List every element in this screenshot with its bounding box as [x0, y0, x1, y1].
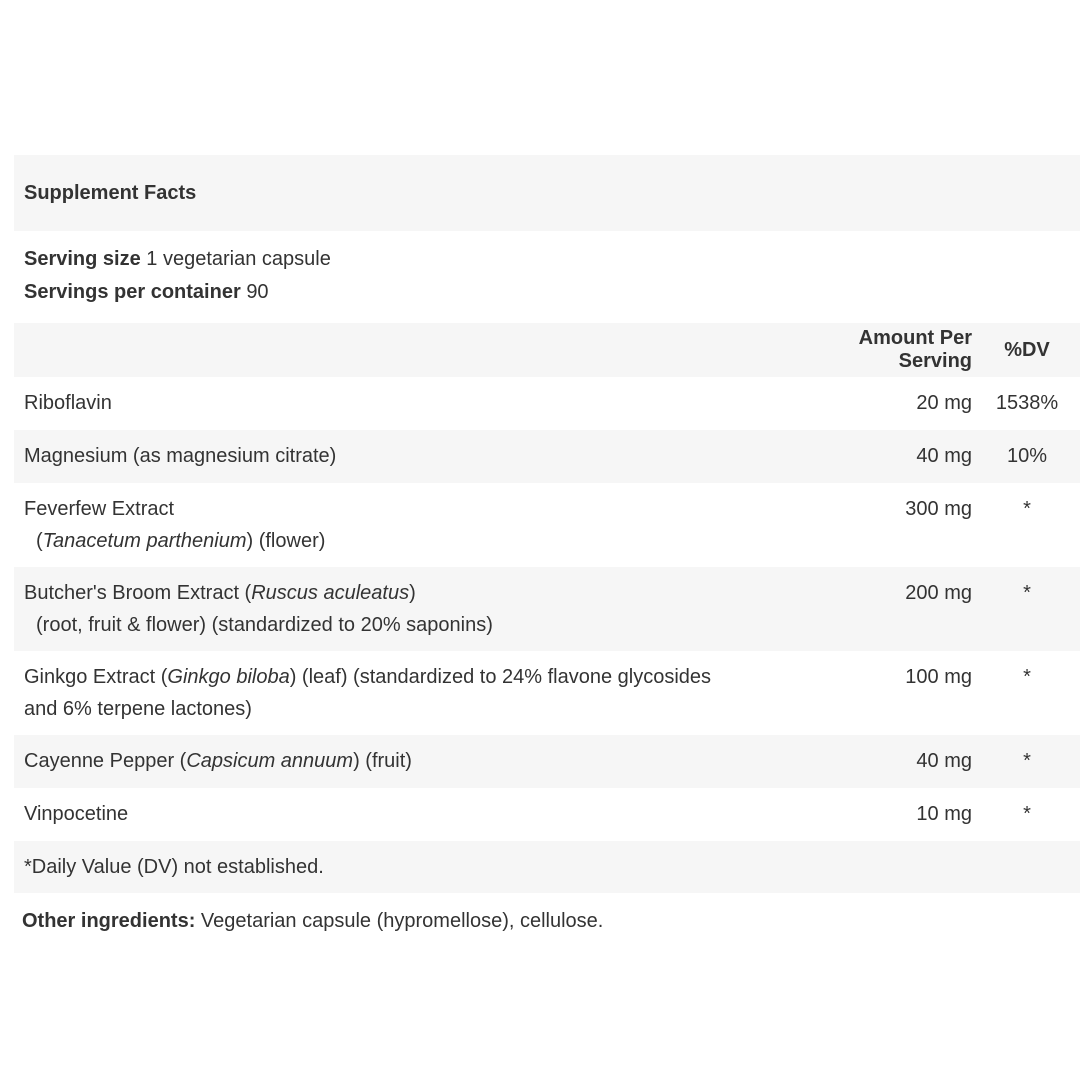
- servings-per-container-label: Servings per container: [24, 281, 241, 303]
- ingredient-dv: *: [974, 567, 1080, 651]
- nutrient-table: [14, 323, 1080, 841]
- ingredient-name: Ginkgo Extract (: [24, 666, 168, 688]
- ingredient-name: Riboflavin: [24, 392, 112, 414]
- ingredient-cell: [14, 483, 804, 567]
- sub-after: ) (flower): [246, 530, 326, 552]
- ingredient-cell: [14, 567, 804, 651]
- table-row: [14, 483, 1080, 567]
- latin-name: Ruscus aculeatus: [251, 582, 410, 604]
- serving-size-label: Serving size: [24, 248, 141, 270]
- latin-name: Ginkgo biloba: [167, 666, 290, 688]
- table-row: [14, 651, 1080, 735]
- panel-title: Supplement Facts: [14, 155, 1080, 231]
- ingredient-name: Cayenne Pepper (: [24, 750, 187, 772]
- ingredient-dv: 10%: [974, 430, 1080, 483]
- table-row: [14, 788, 1080, 841]
- ingredient-dv: *: [974, 735, 1080, 788]
- ingredient-dv: 1538%: [995, 392, 1059, 414]
- ingredient-subline: [24, 525, 804, 557]
- ingredient-amount: 40 mg: [804, 430, 974, 483]
- table-row: [14, 735, 1080, 788]
- ingredient-dv: *: [1023, 803, 1031, 825]
- ingredient-dv: *: [1023, 666, 1031, 688]
- serving-size: [24, 243, 1070, 276]
- ingredient-name: Butcher's Broom Extract (: [24, 582, 252, 604]
- ingredient-amount: 40 mg: [804, 735, 974, 788]
- ingredient-cell: [14, 651, 804, 735]
- serving-size-value: 1 vegetarian capsule: [146, 248, 331, 270]
- name-after: ): [409, 582, 416, 604]
- ingredient-name: Vinpocetine: [24, 803, 129, 825]
- table-row: [14, 567, 1080, 651]
- servings-per-container: [24, 276, 1070, 309]
- ingredient-subline: (root, fruit & flower) (standardized to 20% saponins): [36, 614, 493, 636]
- latin-name: Tanacetum parthenium: [42, 530, 247, 552]
- ingredient-name: Magnesium (as magnesium citrate): [14, 430, 804, 483]
- header-dv: %DV: [974, 323, 1080, 377]
- sub-prefix: (: [36, 530, 43, 552]
- servings-per-container-value: 90: [246, 281, 269, 303]
- ingredient-amount: 100 mg: [905, 666, 972, 688]
- ingredient-line2: and 6% terpene lactones): [24, 698, 252, 720]
- header-amount: Amount Per Serving: [804, 323, 974, 377]
- dv-footnote: *Daily Value (DV) not established.: [14, 841, 1080, 893]
- latin-name: Capsicum annuum: [186, 750, 354, 772]
- ingredient-amount: 10 mg: [916, 803, 972, 825]
- ingredient-amount: 300 mg: [905, 498, 972, 520]
- table-row: [14, 430, 1080, 483]
- ingredient-amount: 200 mg: [804, 567, 974, 651]
- table-row: [14, 377, 1080, 430]
- header-name: [14, 323, 804, 377]
- other-ingredients: [22, 906, 603, 936]
- ingredient-amount: 20 mg: [916, 392, 972, 414]
- other-ingredients-label: Other ingredients:: [22, 910, 196, 932]
- name-after: ) (fruit): [353, 750, 412, 772]
- ingredient-cell: [14, 735, 804, 788]
- other-ingredients-value: Vegetarian capsule (hypromellose), cellulose.: [200, 910, 604, 932]
- serving-info: [14, 231, 1080, 323]
- ingredient-dv: *: [1023, 498, 1031, 520]
- name-after: ) (leaf) (standardized to 24% flavone glycosides: [289, 666, 712, 688]
- supplement-facts-panel: [14, 155, 1080, 893]
- ingredient-name: Feverfew Extract: [24, 498, 175, 520]
- table-header-row: [14, 323, 1080, 377]
